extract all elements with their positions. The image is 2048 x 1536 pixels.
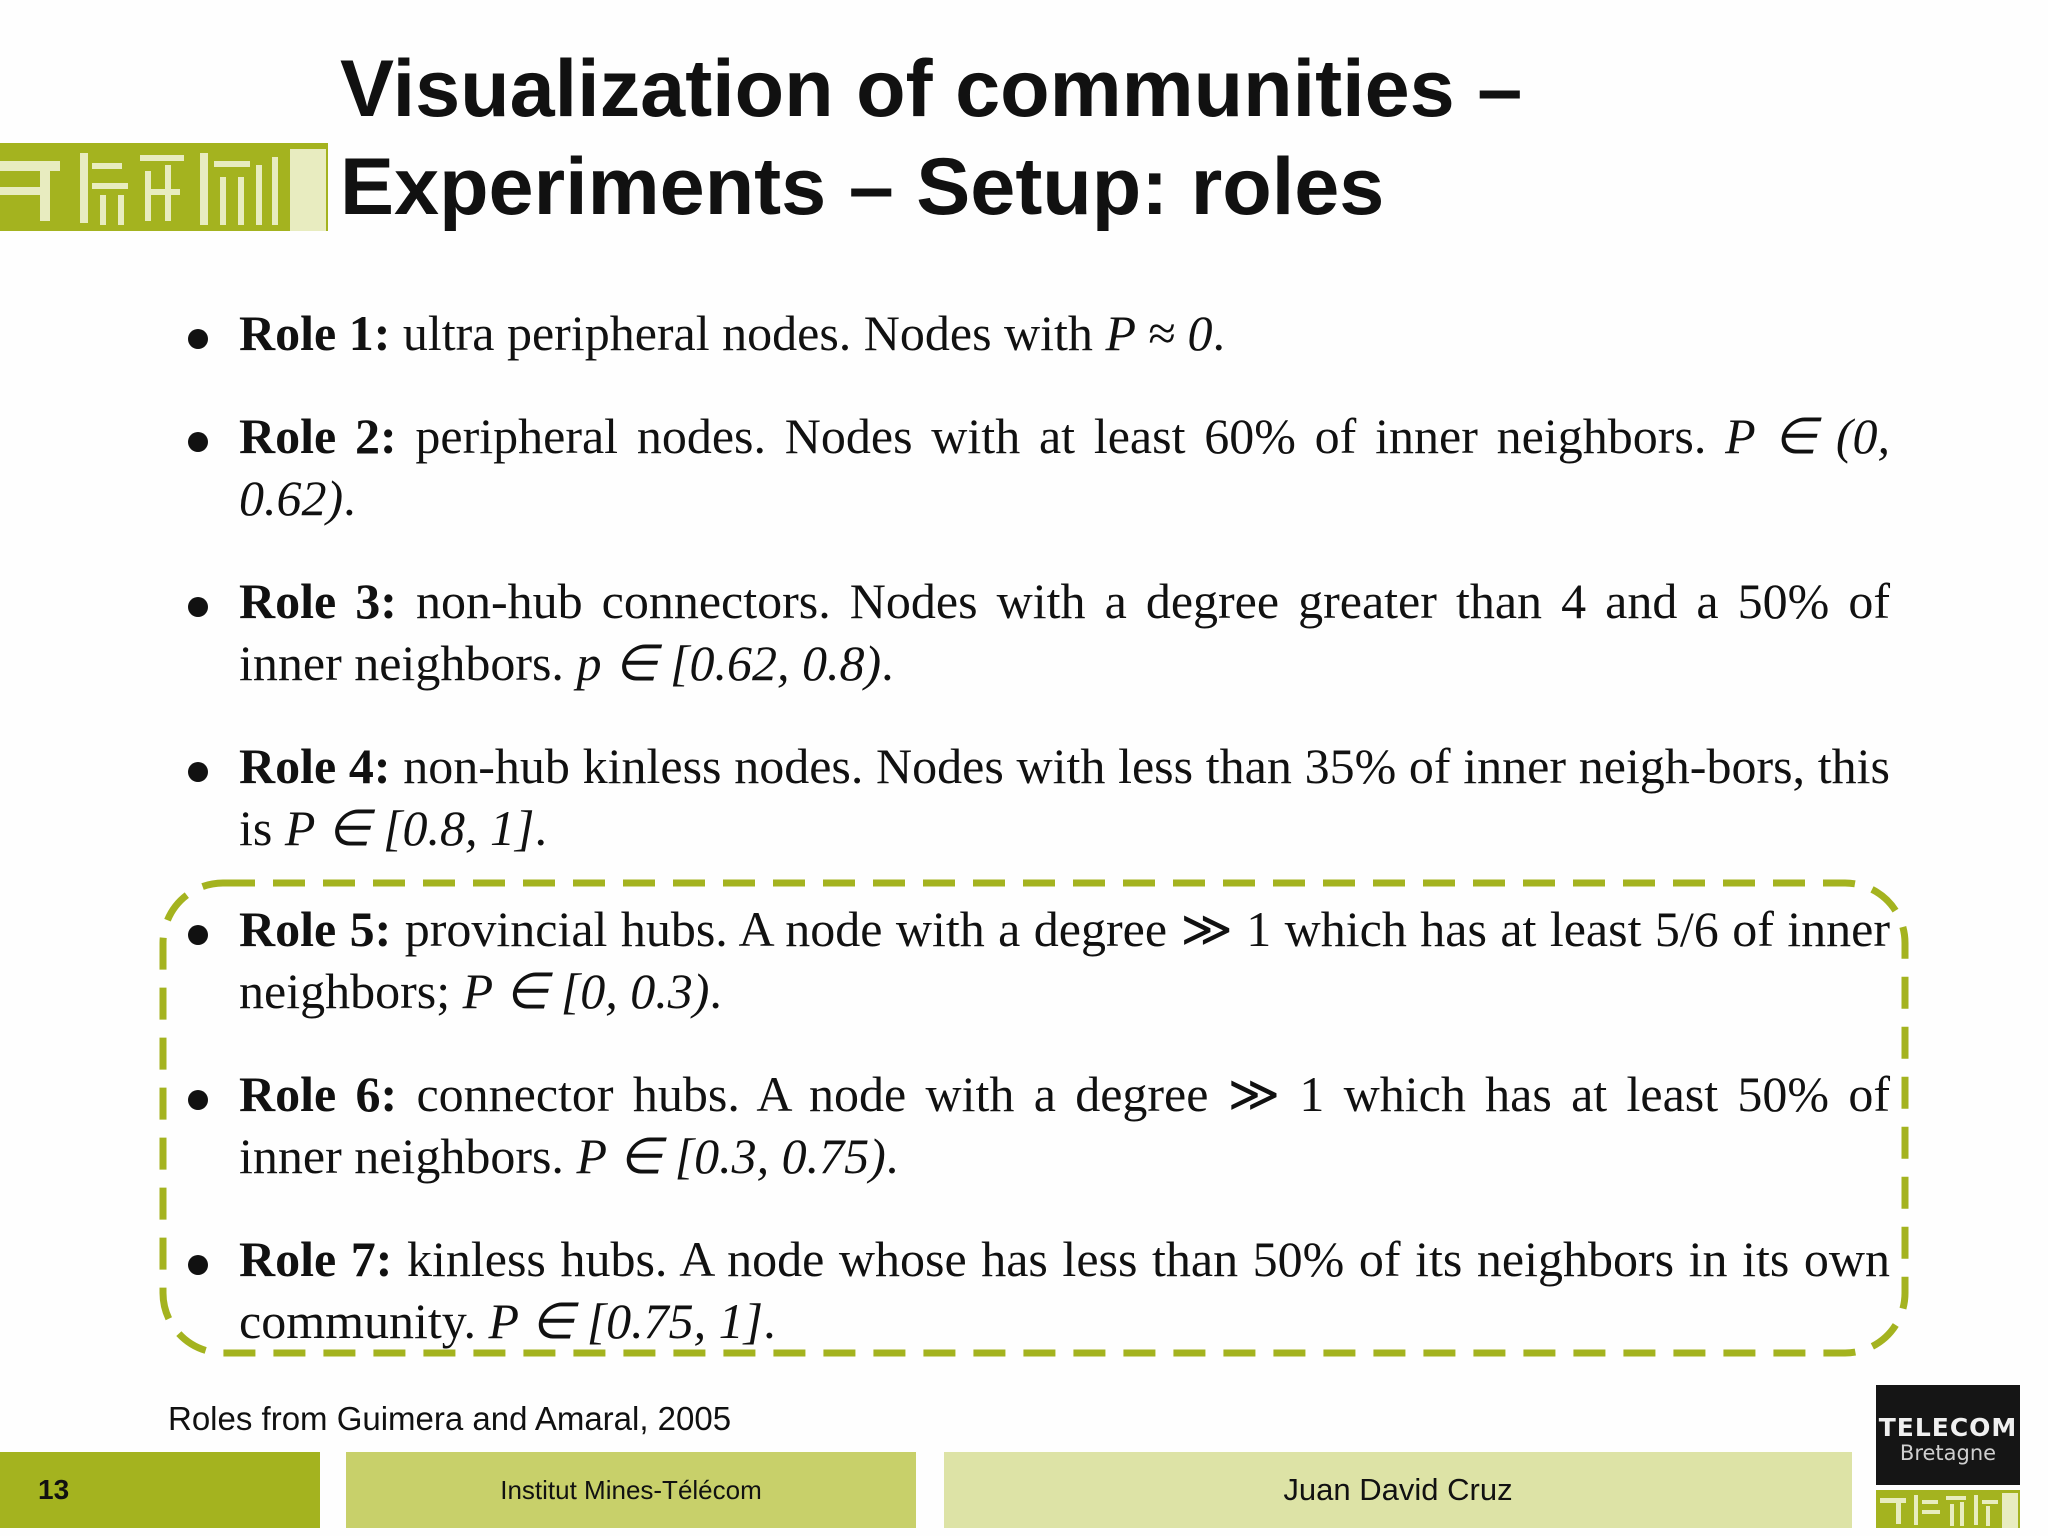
list-item bbox=[180, 405, 1890, 529]
bullet-icon bbox=[188, 597, 208, 617]
list-item bbox=[180, 302, 1890, 364]
role-interval: P ∈ [0.3, 0.75) bbox=[576, 1128, 886, 1184]
role-interval: P ∈ (0, 0.62) bbox=[239, 408, 1890, 526]
role-description: non-hub kinless nodes. Nodes with less than 35% of inner neigh-bors, this is bbox=[239, 738, 1891, 856]
role-label: Role 5: bbox=[239, 901, 392, 957]
logo-strip bbox=[1876, 1490, 2020, 1528]
role-period: . bbox=[1212, 305, 1226, 361]
role-period: . bbox=[881, 635, 894, 691]
role-label: Role 7: bbox=[239, 1231, 393, 1287]
bullet-icon bbox=[188, 329, 208, 349]
role-description: peripheral nodes. Nodes with at least 60% of inner neighbors. bbox=[396, 408, 1726, 464]
role-period: . bbox=[534, 800, 547, 856]
role-description: non-hub connectors. Nodes with a degree greater than 4 and a 50% of inner neighbors. bbox=[239, 573, 1890, 691]
role-period: . bbox=[885, 1128, 899, 1184]
logo-bottom-text: Bretagne bbox=[1899, 1441, 1997, 1465]
role-interval: P ∈ [0, 0.3) bbox=[462, 963, 710, 1019]
institution-label: Institut Mines-Télécom bbox=[346, 1452, 916, 1528]
bullet-icon bbox=[188, 1090, 208, 1110]
logo-top-text: TELECOM bbox=[1878, 1413, 2018, 1442]
role-interval: p ∈ [0.62, 0.8) bbox=[576, 635, 882, 691]
role-label: Role 4: bbox=[239, 738, 391, 794]
role-label: Role 3: bbox=[239, 573, 397, 629]
title-line-2: Experiments – Setup: roles bbox=[340, 142, 1385, 232]
role-description: connector hubs. A node with a degree ≫ 1 which has at least 50% of inner neighbors. bbox=[239, 1066, 1891, 1184]
role-label: Role 1: bbox=[239, 305, 391, 361]
telecom-bretagne-logo bbox=[1876, 1385, 2020, 1485]
role-label: Role 2: bbox=[239, 408, 397, 464]
role-interval: P ∈ [0.8, 1] bbox=[284, 800, 535, 856]
list-item bbox=[180, 1228, 1890, 1352]
slide-title bbox=[340, 40, 1980, 236]
list-item bbox=[180, 1063, 1890, 1187]
brand-glyphs-icon bbox=[0, 143, 328, 231]
role-description: kinless hubs. A node whose has less than 50% of its neighbors in its own community. bbox=[239, 1231, 1891, 1349]
citation: Roles from Guimera and Amaral, 2005 bbox=[168, 1400, 732, 1437]
page-number: 13 bbox=[0, 1452, 320, 1528]
bullet-icon bbox=[188, 432, 208, 452]
role-period: . bbox=[343, 470, 356, 526]
brand-logo-band bbox=[0, 143, 328, 231]
list-item bbox=[180, 898, 1890, 1022]
brand-glyphs-small-icon bbox=[1876, 1490, 2020, 1528]
role-description: ultra peripheral nodes. Nodes with bbox=[390, 305, 1106, 361]
bullet-icon bbox=[188, 762, 208, 782]
role-period: . bbox=[763, 1293, 776, 1349]
role-description: provincial hubs. A node with a degree ≫ 1 which has at least 5/6 of inner neighbors; bbox=[239, 901, 1891, 1019]
list-item bbox=[180, 570, 1890, 694]
title-line-1: Visualization of communities – bbox=[340, 44, 1523, 134]
role-period: . bbox=[709, 963, 722, 1019]
role-interval: P ∈ [0.75, 1] bbox=[488, 1293, 764, 1349]
list-item bbox=[180, 735, 1890, 859]
bullet-icon bbox=[188, 1255, 208, 1275]
bullet-icon bbox=[188, 925, 208, 945]
role-interval: P ≈ 0 bbox=[1105, 305, 1213, 361]
role-label: Role 6: bbox=[239, 1066, 398, 1122]
author-label: Juan David Cruz bbox=[944, 1452, 1852, 1528]
